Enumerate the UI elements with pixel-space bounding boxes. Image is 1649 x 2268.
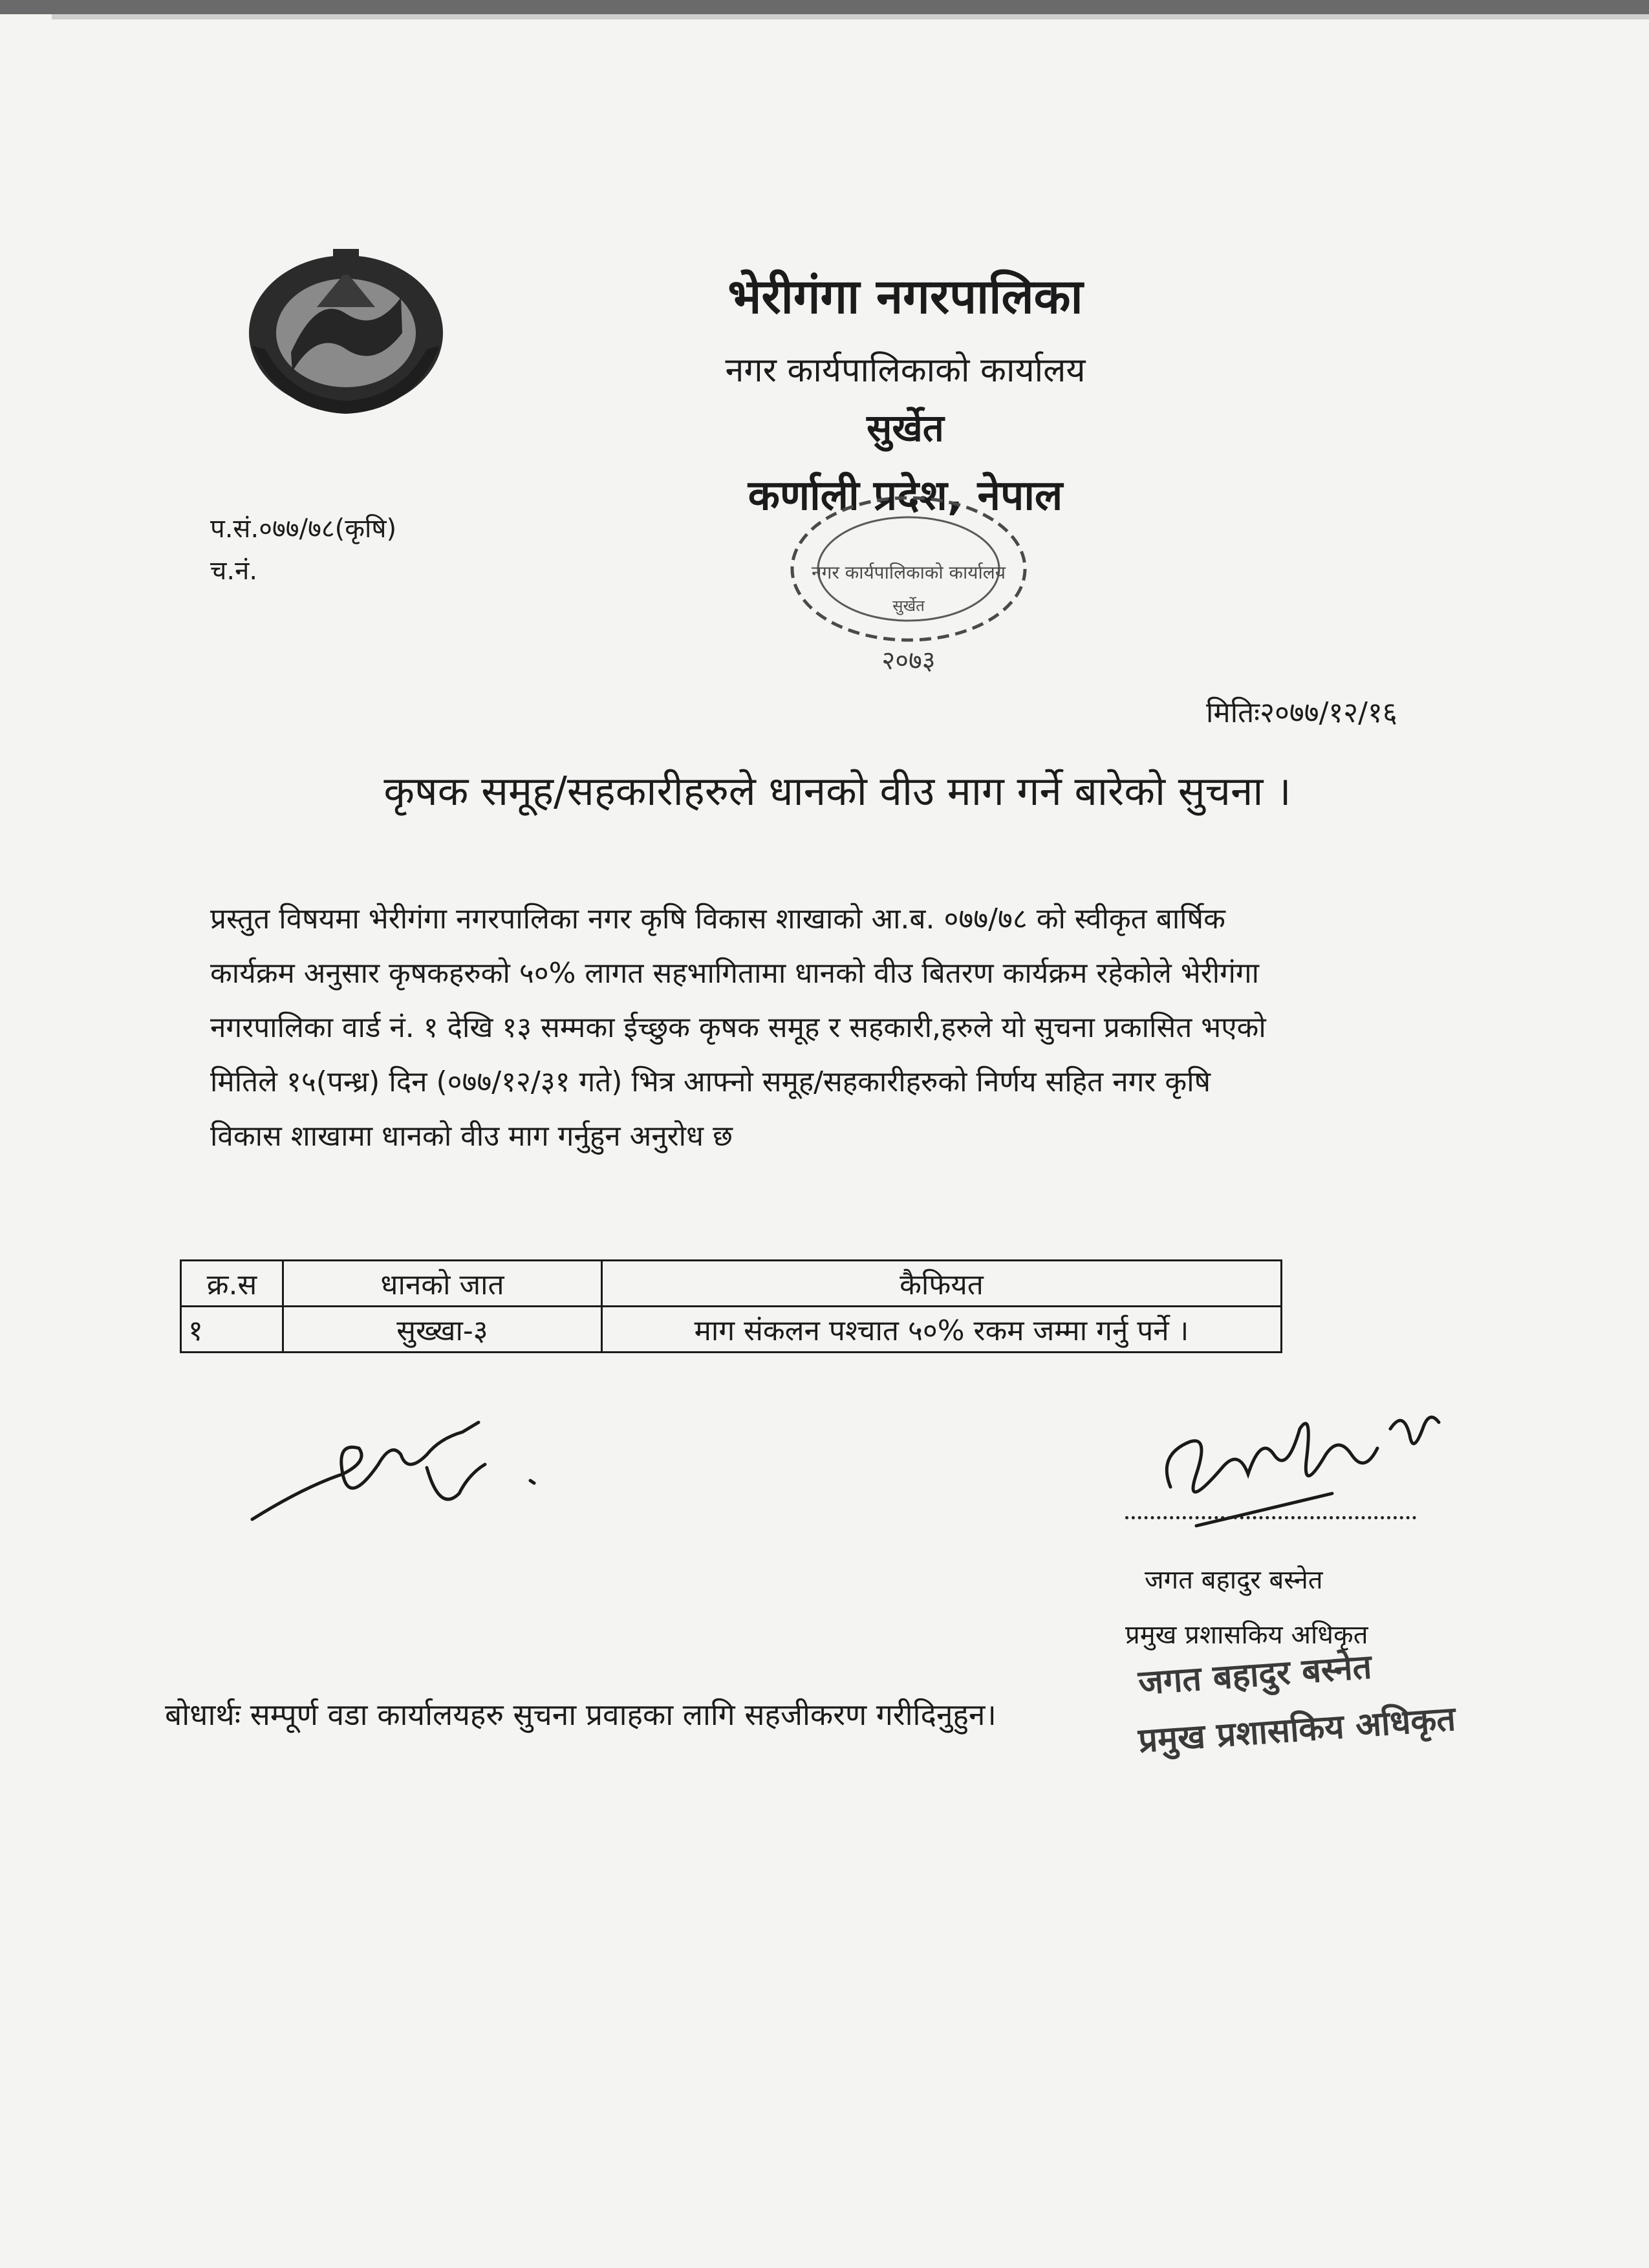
office-city: सुर्खेत: [867, 406, 944, 450]
cc-note: बोधार्थः सम्पूर्ण वडा कार्यालयहरु सुचना प्रवाहका लागि सहजीकरण गरीदिनुहुन।: [165, 1697, 997, 1732]
signatory-title: प्रमुख प्रशासकिय अधिकृत: [1125, 1620, 1368, 1650]
notice-body: [210, 892, 1555, 1164]
reference-number: प.सं.०७७/७८(कृषि): [210, 514, 397, 544]
office-seal: [773, 482, 1044, 676]
scan-edge-shadow: [52, 14, 1649, 19]
body-line: प्रस्तुत विषयमा भेरीगंगा नगरपालिका नगर कृषि विकास शाखाको आ.ब. ०७७/७८ को स्वीकृत बार्षिक: [210, 903, 1225, 936]
table-header-cell: क्र.स: [181, 1261, 283, 1307]
stamp-name: जगत बहादुर बस्नेत: [1137, 1647, 1374, 1703]
dispatch-number: च.नं.: [210, 556, 258, 586]
table-header-cell: धानको जात: [283, 1261, 602, 1307]
handwritten-signature-left: [246, 1403, 582, 1532]
nepal-emblem-icon: [239, 236, 453, 420]
table-cell: सुख्खा-३: [283, 1307, 602, 1353]
notice-subject: कृषक समूह/सहकारीहरुले धानको वीउ माग गर्ने बारेको सुचना ।: [383, 767, 1291, 815]
office-province: कर्णाली प्रदेश, नेपाल: [748, 472, 1063, 520]
signature-line: [1125, 1516, 1416, 1519]
svg-text:सुर्खेत: सुर्खेत: [892, 597, 925, 615]
office-name: भेरीगंगा नगरपालिका: [727, 269, 1083, 325]
table-row: [181, 1307, 1282, 1353]
table-header-row: [181, 1261, 1282, 1307]
scan-edge-top: [0, 0, 1649, 14]
body-line: विकास शाखामा धानको वीउ माग गर्नुहुन अनुरोध छ: [210, 1120, 733, 1153]
seed-table: [180, 1259, 1282, 1353]
table-header-cell: कैफियत: [602, 1261, 1282, 1307]
office-subtitle: नगर कार्यपालिकाको कार्यालय: [725, 351, 1086, 390]
body-line: मितिले १५(पन्ध्र) दिन (०७७/१२/३१ गते) भित्र आफ्नो समूह/सहकारीहरुको निर्णय सहित नगर कृषि: [210, 1065, 1211, 1098]
body-line: कार्यक्रम अनुसार कृषकहरुको ५०% लागत सहभागितामा धानको वीउ बितरण कार्यक्रम रहेकोले भेरीगंगा: [210, 957, 1260, 990]
signatory-name: जगत बहादुर बस्नेत: [1145, 1565, 1323, 1595]
notice-date: मितिः२०७७/१२/१६: [1206, 696, 1397, 729]
body-line: नगरपालिका वार्ड नं. १ देखि १३ सम्मका ईच्छुक कृषक समूह र सहकारी,हरुले यो सुचना प्रकासित भएको: [210, 1011, 1266, 1044]
table-cell: माग संकलन पश्चात ५०% रकम जम्मा गर्नु पर्ने ।: [602, 1307, 1282, 1353]
stamp-title: प्रमुख प्रशासकिय अधिकृत: [1137, 1699, 1457, 1761]
handwritten-signature-right: [1119, 1396, 1487, 1565]
table-cell: १: [181, 1307, 283, 1353]
svg-text:२०७३: २०७३: [881, 646, 936, 676]
svg-text:नगर कार्यपालिकाको कार्यालय: नगर कार्यपालिकाको कार्यालय: [812, 562, 1006, 583]
